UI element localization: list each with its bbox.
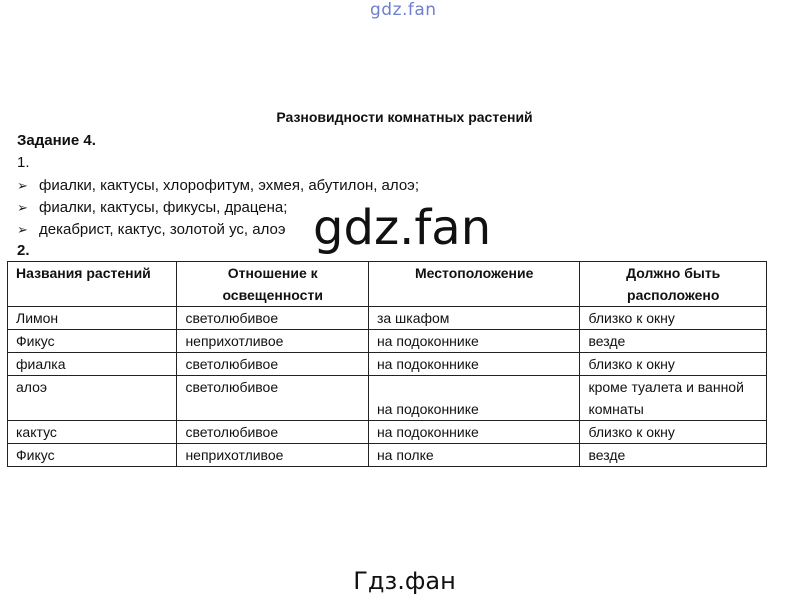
cell-should-be: везде bbox=[580, 444, 767, 467]
watermark-bottom: Гдз.фан bbox=[353, 567, 456, 595]
table-row bbox=[8, 444, 767, 467]
table-row bbox=[8, 307, 767, 330]
cell-location: на полке bbox=[368, 444, 580, 467]
cell-plant: Лимон bbox=[8, 307, 177, 330]
task-label: Задание 4. bbox=[17, 132, 96, 149]
cell-location: на подоконнике bbox=[368, 353, 580, 376]
cell-should-be: близко к окну bbox=[580, 353, 767, 376]
cell-plant: Фикус bbox=[8, 444, 177, 467]
arrow-bullet-icon: ➢ bbox=[17, 200, 28, 215]
cell-should-be: везде bbox=[580, 330, 767, 353]
cell-light: неприхотливое bbox=[177, 444, 369, 467]
cell-location: на подоконнике bbox=[368, 376, 580, 421]
table-row bbox=[8, 330, 767, 353]
header-should-be: Должно быть расположено bbox=[580, 262, 767, 307]
arrow-bullet-icon: ➢ bbox=[17, 178, 28, 193]
table-header-row bbox=[8, 262, 767, 307]
document-title: Разновидности комнатных растений bbox=[276, 109, 533, 125]
cell-should-be: близко к окну bbox=[580, 421, 767, 444]
part1-label: 1. bbox=[17, 154, 30, 171]
list-item-text: декабрист, кактус, золотой ус, алоэ bbox=[39, 221, 286, 238]
list-item-text: фиалки, кактусы, фикусы, драцена; bbox=[39, 199, 288, 216]
header-location: Местоположение bbox=[368, 262, 580, 307]
cell-plant: алоэ bbox=[8, 376, 177, 421]
cell-light: неприхотливое bbox=[177, 330, 369, 353]
part2-label: 2. bbox=[17, 242, 30, 259]
cell-light: светолюбивое bbox=[177, 307, 369, 330]
cell-plant: фиалка bbox=[8, 353, 177, 376]
table-row bbox=[8, 376, 767, 421]
plants-table bbox=[7, 261, 767, 467]
cell-location: на подоконнике bbox=[368, 330, 580, 353]
table-row bbox=[8, 421, 767, 444]
cell-should-be: кроме туалета и ванной комнаты bbox=[580, 376, 767, 421]
cell-light: светолюбивое bbox=[177, 421, 369, 444]
cell-plant: кактус bbox=[8, 421, 177, 444]
header-plant-name: Названия растений bbox=[8, 262, 177, 307]
list-item-text: фиалки, кактусы, хлорофитум, эхмея, абутилон, алоэ; bbox=[39, 177, 419, 194]
cell-location: за шкафом bbox=[368, 307, 580, 330]
watermark-top: gdz.fan bbox=[370, 0, 437, 20]
cell-plant: Фикус bbox=[8, 330, 177, 353]
header-light: Отношение к освещенности bbox=[177, 262, 369, 307]
arrow-bullet-icon: ➢ bbox=[17, 222, 28, 237]
watermark-center: gdz.fan bbox=[313, 200, 492, 256]
table-row bbox=[8, 353, 767, 376]
list-item bbox=[17, 175, 419, 197]
cell-should-be: близко к окну bbox=[580, 307, 767, 330]
cell-light: светолюбивое bbox=[177, 376, 369, 421]
cell-location: на подоконнике bbox=[368, 421, 580, 444]
cell-light: светолюбивое bbox=[177, 353, 369, 376]
